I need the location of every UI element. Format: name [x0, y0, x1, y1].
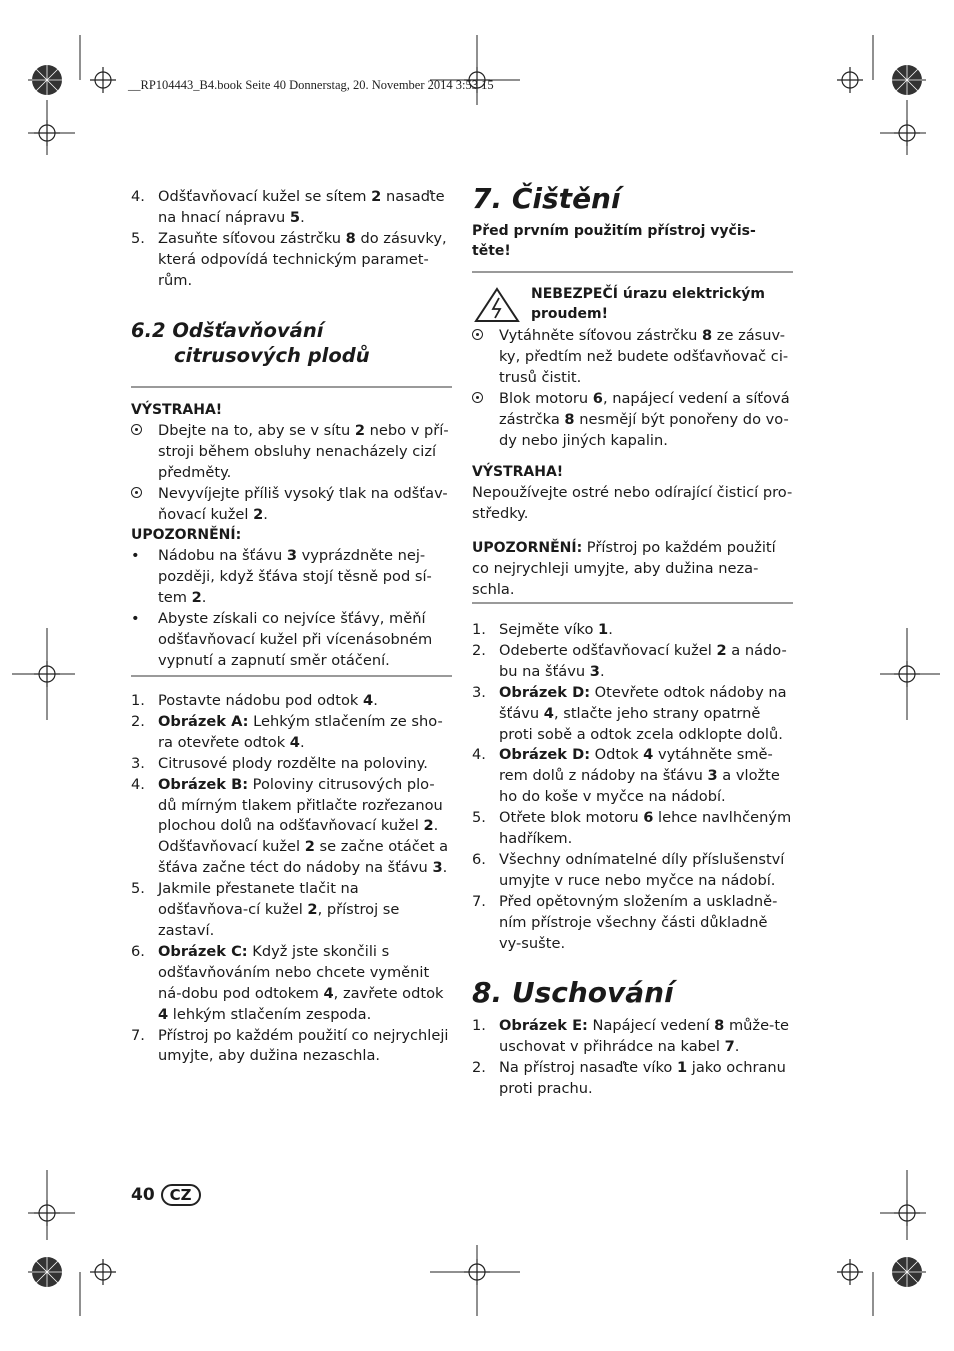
item-text: Obrázek B: Poloviny citrusových plo-dů mírným tlakem přitlačte rozřezanou plochou dolů na odšťavňovací kužel 2. Odšťavňovací kužel 2 se začne otáčet a šťáva začne téct do nádoby na šťávu 3. [158, 775, 449, 877]
item-text: Přístroj po každém použití co nejrychleji umyjte, aby dužina nezaschla. [158, 1026, 449, 1065]
list-item [472, 641, 793, 683]
item-number: 1. [131, 692, 145, 709]
item-text: Všechny odnímatelné díly příslušenství umyjte v ruce nebo myčce na nádobí. [499, 850, 785, 889]
list-item [131, 187, 452, 229]
item-text: Na přístroj nasaďte víko 1 jako ochranu proti prachu. [499, 1058, 786, 1097]
bullet-circle-icon [131, 424, 142, 435]
item-number: 5. [472, 809, 486, 827]
warning-item [131, 421, 452, 484]
danger-label: NEBEZPEČÍ úrazu elektrickým proudem! [531, 286, 765, 322]
danger-item [472, 326, 793, 389]
list-item [472, 850, 793, 892]
item-text: Obrázek D: Odtok 4 vytáhněte smě-rem dolů z nádoby na šťávu 3 a vložte ho do koše v myčce na nádobí. [499, 746, 780, 806]
item-text: Vytáhněte síťovou zástrčku 8 ze zásuv-ky, předtím než budete odšťavňovač ci-trusů čistit. [499, 327, 789, 386]
danger-warning-icon [474, 287, 520, 323]
section-title-line2: citrusových plodů [174, 344, 370, 367]
citrus-steps [131, 691, 452, 1067]
item-number: 5. [131, 229, 145, 247]
divider [472, 602, 793, 604]
item-text: Otřete blok motoru 6 lehce navlhčeným hadříkem. [499, 809, 792, 848]
item-text: Obrázek D: Otevřete odtok nádoby na šťávu 4, stlačte jeho strany opatrně proti sobě a odtok zcela odklopte dolů. [499, 683, 787, 743]
item-text: Zasuňte síťovou zástrčku 8 do zásuvky, která odpovídá technickým paramet-rům. [158, 229, 447, 289]
bullet-dot-icon: • [131, 547, 140, 565]
notice-text [472, 538, 793, 601]
list-item [131, 942, 452, 1026]
list-item [472, 1016, 793, 1058]
item-number: 7. [472, 892, 486, 910]
list-item [472, 892, 793, 955]
item-text: Obrázek E: Napájecí vedení 8 může-te uschovat v přihrádce na kabel 7. [499, 1017, 790, 1055]
item-number: 4. [472, 746, 486, 764]
warning-item [131, 484, 452, 526]
item-number: 2. [472, 1058, 486, 1076]
item-text: Obrázek C: Když jste skončili s odšťavňováním nebo chcete vyměnit ná-dobu pod odtokem 4, zavřete odtok 4 lehkým stlačením zespoda. [158, 942, 444, 1023]
item-text: Dbejte na to, aby se v sítu 2 nebo v pří-stroji během obsluhy nenacházely cizí předměty. [158, 421, 449, 481]
list-item [472, 745, 793, 808]
item-number: 1. [472, 621, 486, 638]
section-title-6-2 [131, 318, 452, 368]
item-text: Odšťavňovací kužel se sítem 2 nasaďte na hnací nápravu 5. [158, 188, 445, 226]
language-badge: CZ [161, 1184, 201, 1206]
notice-body: Přístroj po každém použití co nejrychleji umyjte, aby dužina neza-schla. [472, 538, 776, 598]
item-text: Abyste získali co nejvíce šťávy, měňí odšťavňovací kužel při vícenásobném vypnutí a zapnutí směr otáčení. [158, 610, 433, 669]
notice-label: UPOZORNĚNÍ: [131, 527, 242, 544]
list-item [131, 691, 452, 712]
item-text: Sejměte víko 1. [499, 621, 613, 638]
divider [131, 675, 452, 677]
item-number: 5. [131, 880, 145, 898]
heading-storage: 8. Uschování [472, 976, 674, 1009]
file-header: __RP104443_B4.book Seite 40 Donnerstag, 20. November 2014 3:53 15 [128, 78, 494, 92]
bullet-dot-icon: • [131, 610, 140, 628]
list-item [472, 620, 793, 641]
item-text: Jakmile přestanete tlačit na odšťavňova-cí kužel 2, přístroj se zastaví. [158, 880, 400, 939]
right-warning-block [472, 462, 793, 600]
item-text: Odeberte odšťavňovací kužel 2 a nádo-bu na šťávu 3. [499, 641, 787, 680]
item-text: Obrázek A: Lehkým stlačením ze sho-ra otevřete odtok 4. [158, 712, 443, 751]
bullet-circle-icon [472, 392, 483, 403]
clean-intro: Před prvním použitím přístroj vyčis-těte! [472, 223, 756, 259]
warning-text: Nepoužívejte ostré nebo odírající čisticí pro-středky. [472, 483, 793, 522]
list-item [131, 1026, 452, 1068]
page-footer [131, 1184, 201, 1206]
item-text: Postavte nádobu pod odtok 4. [158, 692, 378, 709]
item-number: 3. [131, 754, 145, 772]
warning-label: VÝSTRAHA! [472, 464, 564, 480]
storage-steps [472, 1016, 793, 1100]
bullet-circle-icon [131, 487, 142, 498]
item-number: 3. [472, 683, 486, 701]
item-number: 1. [472, 1017, 486, 1034]
list-item [131, 754, 452, 775]
steps-top [131, 187, 452, 292]
item-number: 2. [472, 641, 486, 659]
item-text: Citrusové plody rozdělte na poloviny. [158, 754, 428, 772]
list-item [131, 879, 452, 942]
danger-item [472, 389, 793, 452]
heading-cleaning: 7. Čištění [472, 182, 621, 215]
list-item [472, 808, 793, 850]
section-title-line1: 6.2 Odšťavňování [131, 319, 324, 342]
divider [472, 271, 793, 273]
notice-item [131, 609, 452, 672]
item-text: Blok motoru 6, napájecí vedení a síťová zástrčka 8 nesmějí být ponořeny do vo-dy nebo jiných kapalin. [499, 389, 790, 449]
notice-label: UPOZORNĚNÍ: [472, 539, 583, 556]
list-item [472, 683, 793, 746]
item-text: Nevyvíjejte příliš vysoký tlak na odšťav-ňovací kužel 2. [158, 484, 448, 523]
item-number: 7. [131, 1026, 145, 1044]
item-number: 6. [472, 850, 486, 868]
list-item [131, 229, 452, 292]
bullet-circle-icon [472, 329, 483, 340]
warning-label: VÝSTRAHA! [131, 402, 223, 418]
page-number: 40 [131, 1185, 155, 1205]
list-item [131, 775, 452, 880]
item-text: Nádobu na šťávu 3 vyprázdněte nej-později, když šťáva stojí těsně pod sí-tem 2. [158, 547, 432, 607]
danger-list [472, 326, 793, 451]
item-text: Před opětovným složením a uskladně-ním přístroje všechny části důkladně vy-sušte. [499, 892, 778, 952]
item-number: 2. [131, 712, 145, 730]
warning-list [131, 421, 452, 526]
item-number: 6. [131, 942, 145, 960]
cleaning-steps [472, 620, 793, 955]
notice-list [131, 546, 452, 671]
item-number: 4. [131, 775, 145, 793]
item-number: 4. [131, 188, 145, 205]
list-item [131, 712, 452, 754]
notice-item [131, 546, 452, 609]
warning-block [131, 400, 452, 672]
list-item [472, 1058, 793, 1100]
divider [131, 386, 452, 388]
